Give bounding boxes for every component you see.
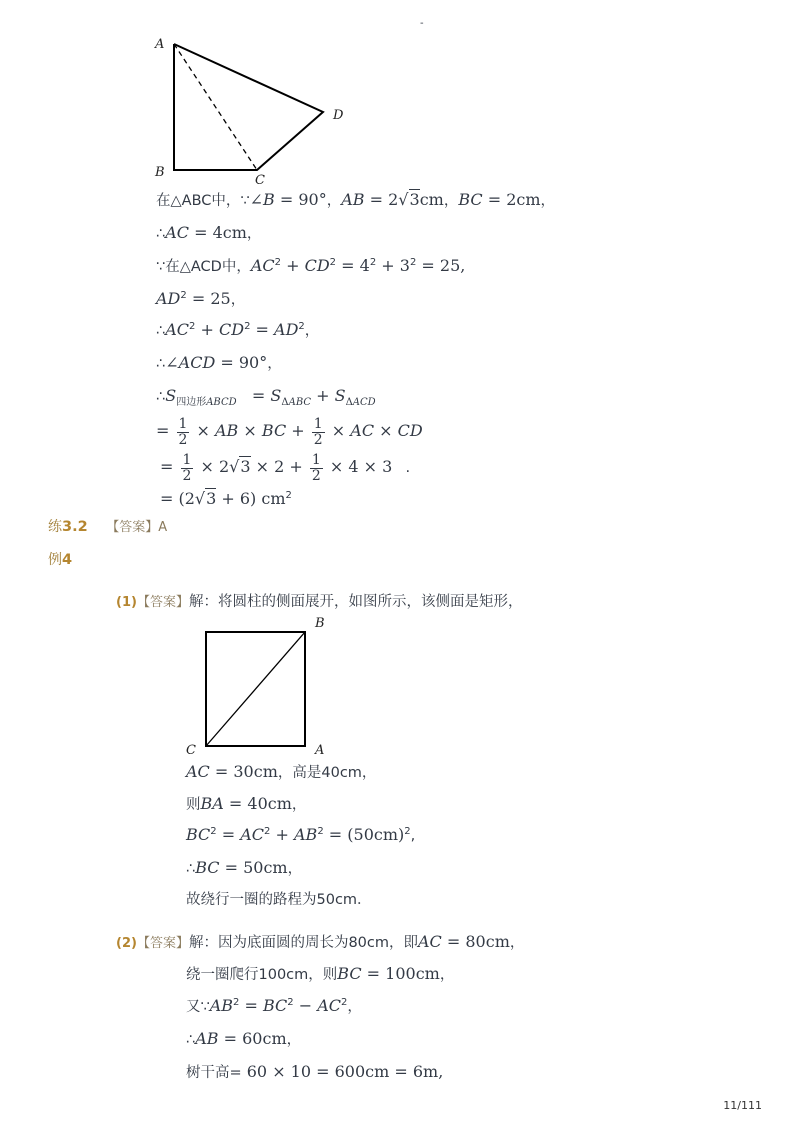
line-ac-30: AC = 30cm，高是40cm， xyxy=(186,762,377,781)
line-area-sum: $\therefore S_{四边形ABCD} = S_{\Delta ABC} + S_{\Delta ACD}$ xyxy=(156,386,376,408)
vertex-d: D xyxy=(333,108,344,123)
part-2-heading: (2)【答案】解：因为底面圆的周长为80cm，即AC = 80cm， xyxy=(116,932,525,951)
example-4: 例4 xyxy=(48,552,73,568)
line-ac-4: ∴AC = 4cm， xyxy=(156,223,262,242)
line-ab-squared: 又$\because AB^2 = BC^2 - AC^2$， xyxy=(186,996,362,1015)
rect-vertex-b: B xyxy=(315,616,325,631)
quadrilateral-figure xyxy=(148,30,358,190)
line-ba-40: 则BA = 40cm， xyxy=(186,794,307,813)
line-conclusion-1: 故绕行一圈的路程为50cm． xyxy=(186,892,372,908)
line-ab-60: ∴AB = 60cm， xyxy=(186,1029,302,1048)
line-climb: 绕一圈爬行100cm，则BC = 100cm， xyxy=(186,964,455,983)
line-area-formula: = $\frac{1}{2}$ × AB × BC + $\frac{1}{2}$ × AC × CD xyxy=(156,415,423,448)
line-ad2: $AD^2 = 25$， xyxy=(156,289,246,308)
line-trunk-height: 树干高= 60 × 10 = 600cm = 6m, xyxy=(186,1062,444,1081)
line-area-values: = $\frac{1}{2}$ × 2√3 × 2 + $\frac{1}{2}$ × 4 × 3 . xyxy=(160,451,411,484)
line-angle-acd: ∴∠ACD = 90°， xyxy=(156,353,282,372)
part-1-heading: (1)【答案】解：将圆柱的侧面展开，如图所示，该侧面是矩形， xyxy=(116,594,523,610)
vertex-a: A xyxy=(155,37,165,52)
line-in-acd: ∵在△ACD中，$AC^2 + CD^2 = 4^2 + 3^2 = 25$, xyxy=(156,256,466,275)
rect-vertex-a: A xyxy=(315,743,325,758)
line-bc-50: ∴BC = 50cm， xyxy=(186,858,303,877)
vertex-b: B xyxy=(155,165,165,180)
line-area-result: = (2√3 + 6) $cm^2$ xyxy=(160,489,292,508)
rect-vertex-c: C xyxy=(186,743,196,758)
practice-3-2: 练3.2 【答案】A xyxy=(48,519,168,535)
page-number: 11/111 xyxy=(723,1099,762,1112)
line-in-abc: 在△ABC中，∵∠B = 90°，AB = 2√3cm，BC = 2cm， xyxy=(156,190,556,209)
line-sum-squares: $\therefore AC^2 + CD^2 = AD^2$， xyxy=(156,320,320,339)
vertex-c: C xyxy=(255,173,265,188)
rectangle-figure xyxy=(180,612,340,762)
line-bc-squared: $BC^2 = AC^2 + AB^2 = (50cm)^2$, xyxy=(186,825,416,844)
header-mark: - xyxy=(420,18,424,29)
